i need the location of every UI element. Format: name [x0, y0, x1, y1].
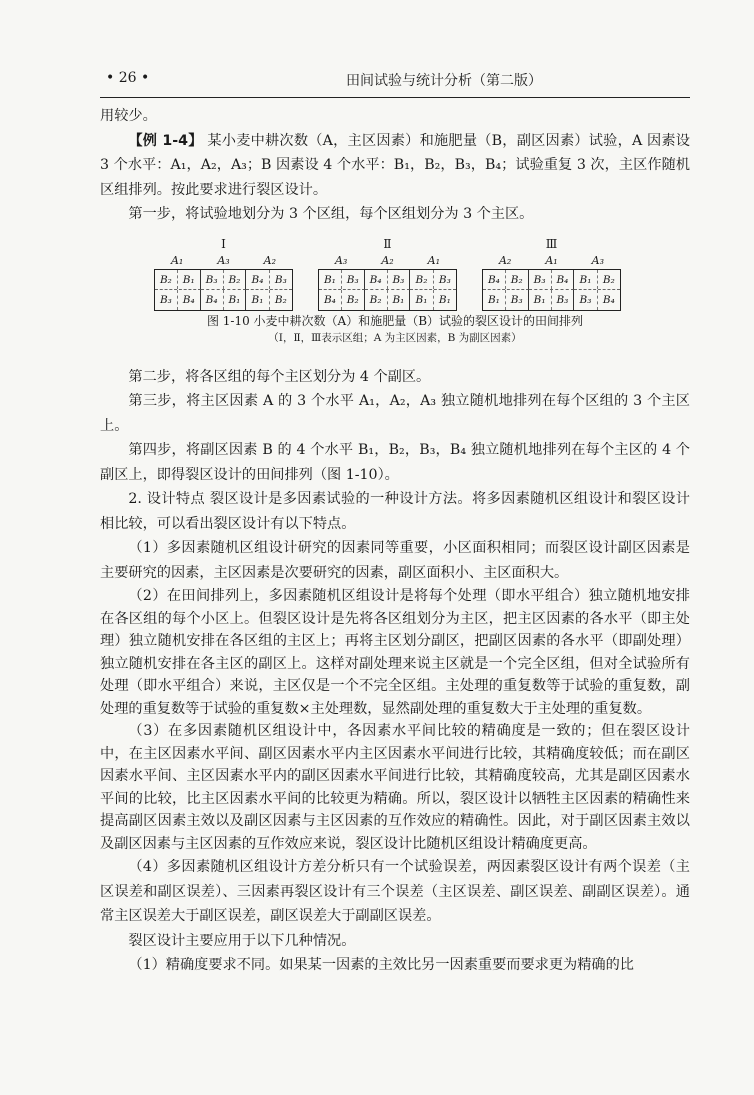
plot-grid — [154, 269, 293, 311]
main-plot-cell — [574, 270, 620, 290]
subplot-label: B₁ — [246, 290, 269, 310]
block-label: Ⅱ — [383, 236, 392, 251]
figure-caption-note: （Ⅰ，Ⅱ，Ⅲ表示区组；A 为主区因素，B 为副区因素） — [268, 331, 522, 344]
subplot-label: B₃ — [274, 273, 287, 286]
plot-grid — [318, 269, 457, 311]
example-label: 【例 1-4】 — [128, 132, 203, 149]
field-block-1 — [154, 235, 293, 311]
main-plot-cell — [155, 290, 201, 310]
subplot-label: B₁ — [483, 290, 506, 310]
subplot-label: B₁ — [228, 293, 241, 306]
subplot-label: B₄ — [365, 270, 388, 289]
figure-caption-title: 图 1-10 小麦中耕次数（A）和施肥量（B）试验的裂区设计的田间排列 — [206, 313, 584, 328]
feature-1: （1）多因素随机区组设计研究的因素同等重要，小区面积相同；而裂区设计副区因素是主要研究的因素，主区因素是次要研究的因素，副区面积小、主区面积大。 — [100, 540, 690, 581]
subplot-label: B₂ — [365, 290, 388, 310]
main-plot-cell — [201, 270, 247, 290]
main-plot-label: A₂ — [498, 253, 512, 267]
subplot-label: B₂ — [346, 293, 359, 306]
main-plot-label: A₃ — [591, 253, 604, 267]
subplot-label: B₁ — [319, 270, 342, 289]
subplot-label: B₃ — [155, 290, 178, 310]
body-text — [100, 104, 690, 978]
main-plot-cell — [483, 290, 529, 310]
subplot-label: B₄ — [201, 290, 224, 310]
field-block-3 — [482, 235, 621, 311]
subplot-label: B₃ — [574, 290, 597, 310]
main-plot-cell — [365, 270, 411, 290]
figure-1-10 — [100, 235, 690, 365]
page-header — [106, 66, 684, 88]
main-plot-label: A₁ — [545, 253, 558, 267]
main-plot-label: A₁ — [170, 253, 184, 267]
step-four: 第四步，将副区因素 B 的 4 个水平 B₁，B₂，B₃，B₄ 独立随机地排列在每个主区的 4 个副区上，即得裂区设计的田间排列（图 1-10）。 — [100, 442, 690, 483]
main-plot-cell — [246, 290, 292, 310]
running-title: 田间试验与统计分析（第二版） — [346, 73, 542, 89]
main-plot-cell — [319, 290, 365, 310]
subplot-label: B₂ — [510, 273, 523, 286]
subplot-label: B₁ — [392, 293, 405, 306]
main-plot-cell — [365, 290, 411, 310]
main-plot-cell — [319, 270, 365, 290]
main-plot-label: A₃ — [334, 253, 348, 267]
main-plot-cell — [529, 290, 575, 310]
header-rule — [100, 97, 690, 98]
feature-4: （4）多因素随机区组设计方差分析只有一个试验误差，两因素裂区设计有两个误差（主区误差和副区误差）、三因素再裂区设计有三个误差（主区误差、副区误差、副副区误差）。通常主区误差大于副区误差，副区误差大于副副区误差。 — [100, 859, 690, 924]
main-plot-cell — [410, 270, 456, 290]
subplot-label: B₃ — [529, 270, 552, 289]
subplot-label: B₄ — [483, 270, 506, 289]
block-label: Ⅰ — [221, 236, 226, 251]
block-label: Ⅲ — [545, 236, 558, 251]
subplot-label: B₄ — [182, 293, 195, 306]
subplot-label: B₂ — [410, 270, 433, 289]
subplot-label: B₃ — [346, 273, 359, 286]
subplot-label: B₁ — [182, 273, 195, 286]
subplot-label: B₂ — [155, 270, 178, 289]
subplot-label: B₃ — [510, 293, 523, 306]
main-plot-cell — [201, 290, 247, 310]
subplot-label: B₂ — [274, 293, 287, 306]
main-plot-cell — [574, 290, 620, 310]
step-one: 第一步，将试验地划分为 3 个区组，每个区组划分为 3 个主区。 — [128, 206, 534, 222]
main-plot-cell — [529, 270, 575, 290]
paragraph-continued: 用较少。 — [100, 108, 157, 124]
subplot-label: B₂ — [228, 273, 241, 286]
main-plot-labels — [482, 253, 621, 269]
step-two: 第二步，将各区组的每个主区划分为 4 个副区。 — [128, 368, 431, 385]
figure-caption — [100, 313, 690, 347]
plot-grid — [482, 269, 621, 311]
subplot-label: B₃ — [556, 293, 569, 306]
subplot-label: B₁ — [410, 290, 433, 310]
subplot-label: B₄ — [319, 290, 342, 310]
step-three: 第三步，将主区因素 A 的 3 个水平 A₁，A₂，A₃ 独立随机地排列在每个区组的 3 个主区上。 — [100, 393, 690, 434]
subplot-label: B₄ — [602, 293, 615, 306]
main-plot-label: A₂ — [263, 253, 276, 267]
subplot-label: B₃ — [392, 273, 405, 286]
main-plot-cell — [410, 290, 456, 310]
example-paragraph — [100, 129, 690, 203]
applications-intro: 裂区设计主要应用于以下几种情况。 — [128, 932, 356, 949]
feature-3: （3）在多因素随机区组设计中，各因素水平间比较的精确度是一致的；但在裂区设计中，在主区因素水平间、副区因素水平内主区因素水平间进行比较，其精确度较低；而在副区因素水平间、主区因素水平内的副区因素水平间进行比较，其精确度较高，尤其是副区因素水平间的比较，比主区因素水平间的比较更为精确。所以，裂区设计以牺牲主区因素的精确性来提高副区因素主效以及副区因素与主区因素的互作效应的精确性。因此，对于副区因素主效以及副区因素与主区因素的互作效应来说，裂区设计比随机区组设计精确度更高。 — [100, 723, 690, 852]
subplot-label: B₁ — [529, 290, 552, 310]
subplot-label: B₃ — [438, 273, 451, 286]
main-plot-label: A₃ — [217, 253, 230, 267]
subplot-label: B₄ — [246, 270, 269, 289]
main-plot-cell — [483, 270, 529, 290]
subplot-label: B₂ — [602, 273, 615, 286]
page-number: • 26 • — [106, 70, 150, 86]
main-plot-labels — [318, 253, 457, 269]
design-features-intro: 2. 设计特点 裂区设计是多因素试验的一种设计方法。将多因素随机区组设计和裂区设计相比较，可以看出裂区设计有以下特点。 — [100, 491, 690, 532]
main-plot-label: A₁ — [427, 253, 440, 267]
main-plot-cell — [246, 270, 292, 290]
subplot-label: B₃ — [201, 270, 224, 289]
example-text: 某小麦中耕次数（A，主区因素）和施肥量（B，副区因素）试验，A 因素设 3 个水平：A₁，A₂，A₃；B 因素设 4 个水平：B₁，B₂，B₃，B₄；试验重复 3 次，主区作随机区组排列。按此要求进行裂区设计。 — [100, 132, 690, 198]
subplot-label: B₄ — [556, 273, 569, 286]
main-plot-labels — [154, 253, 293, 269]
main-plot-cell — [155, 270, 201, 290]
feature-2: （2）在田间排列上，多因素随机区组设计是将每个处理（即水平组合）独立随机地安排在各区组的每个小区上。但裂区设计是先将各区组划分为主区，把主区因素的各水平（即主处理）独立随机安排在各区组的主区上；再将主区划分副区，把副区因素的各水平（即副处理）独立随机安排在各主区的副区上。这样对副处理来说主区就是一个完全区组，但对全试验所有处理（即水平组合）来说，主区仅是一个不完全区组。主处理的重复数等于试验的重复数，副处理的重复数等于试验的重复数×主处理数，显然副处理的重复数大于主处理的重复数。 — [100, 588, 690, 717]
subplot-label: B₁ — [438, 293, 451, 306]
subplot-label: B₁ — [574, 270, 597, 289]
application-1: （1）精确度要求不同。如果某一因素的主效比另一因素重要而要求更为精确的比 — [128, 957, 634, 973]
field-block-2 — [318, 235, 457, 311]
main-plot-label: A₂ — [381, 253, 394, 267]
